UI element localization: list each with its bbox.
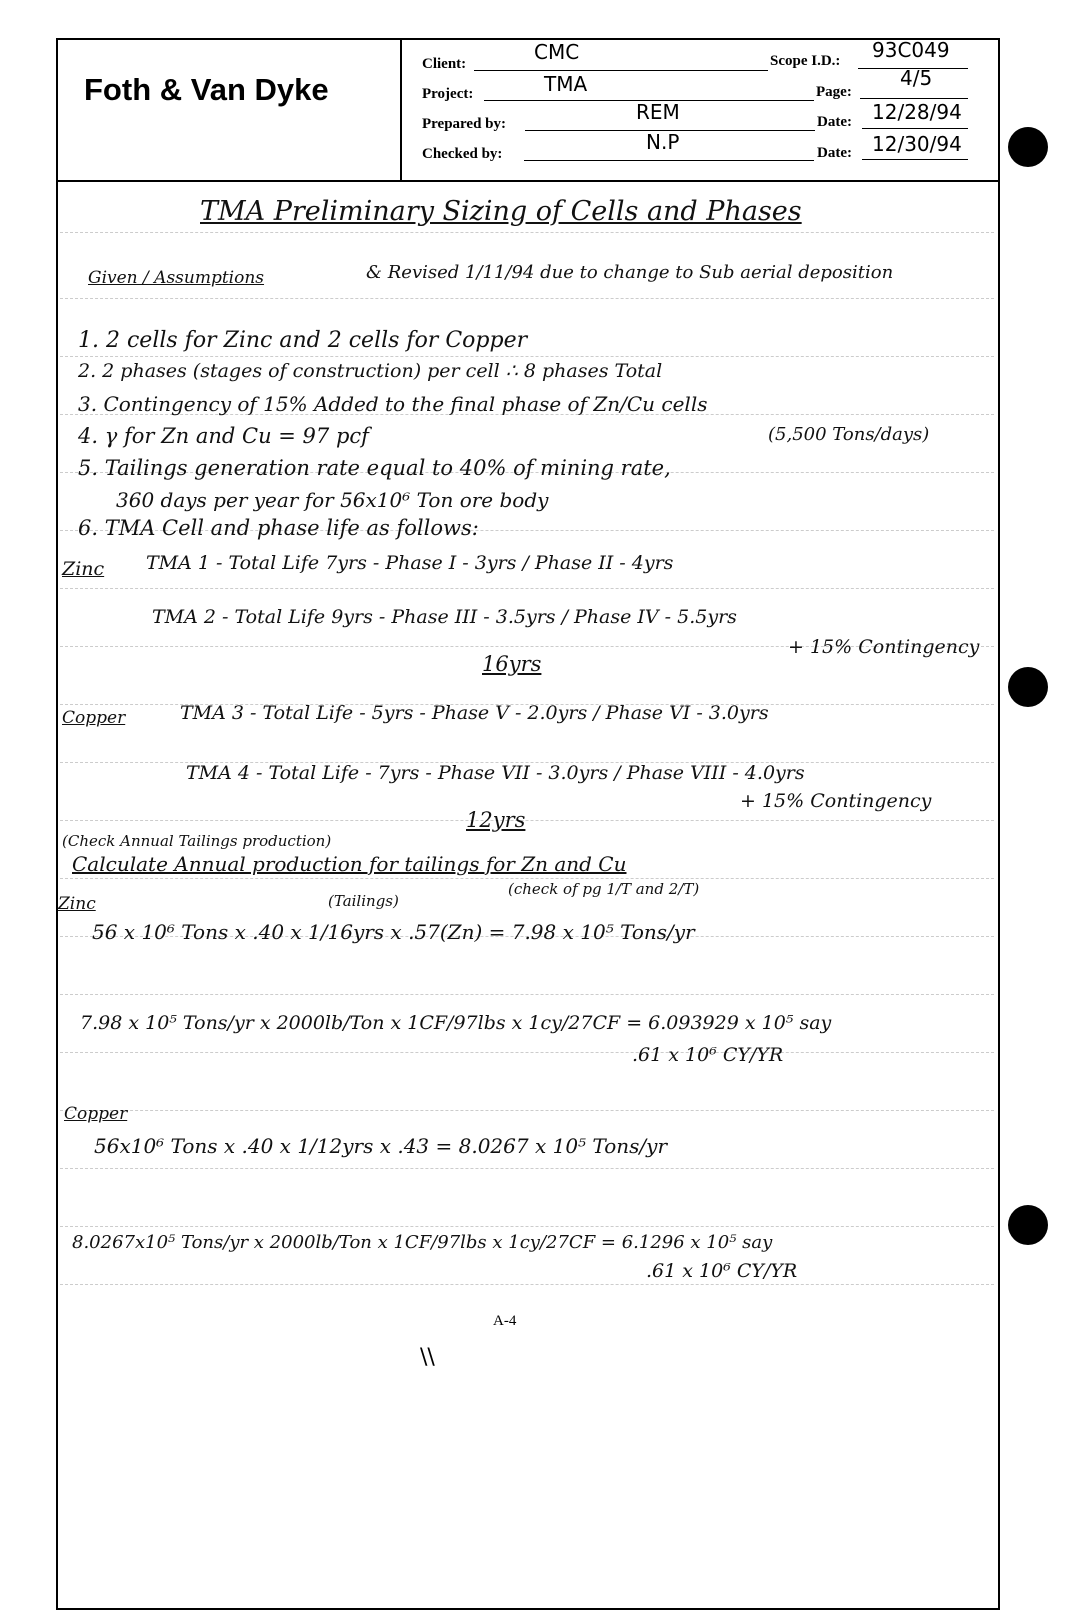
date2-label: Date:: [817, 145, 852, 161]
project-label: Project:: [422, 86, 474, 102]
calc-title: Calculate Annual production for tailings for Zn and Cu: [72, 852, 627, 876]
copper-equation-1: 56x10⁶ Tons x .40 x 1/12yrs x .43 = 8.0267 x 10⁵ Tons/yr: [94, 1134, 667, 1158]
zinc-total-years: 16yrs: [482, 652, 542, 676]
item-5-cont: 360 days per year for 56x10⁶ Ton ore body: [116, 488, 549, 512]
ruled-line: [60, 588, 994, 590]
item-4-note: (5,500 Tons/days): [768, 424, 930, 445]
tma3-line: TMA 3 - Total Life - 5yrs - Phase V - 2.0yrs / Phase VI - 3.0yrs: [180, 702, 769, 724]
page-label: Page:: [816, 84, 852, 100]
zinc-label: Zinc: [62, 558, 105, 580]
ruled-line: [60, 356, 994, 358]
client-label: Client:: [422, 56, 467, 72]
tailings-note: (Tailings): [328, 892, 399, 910]
page-number: A-4: [493, 1313, 517, 1329]
checked-underline: [524, 160, 814, 161]
ruled-line: [60, 1110, 994, 1112]
notes-title: TMA Preliminary Sizing of Cells and Phases: [200, 196, 802, 227]
tma1-line: TMA 1 - Total Life 7yrs - Phase I - 3yrs / Phase II - 4yrs: [146, 552, 674, 574]
title-block-divider: [400, 38, 402, 182]
date1-value: 12/28/94: [872, 100, 962, 124]
copper-equation-2: 8.0267x10⁵ Tons/yr x 2000lb/Ton x 1CF/97lbs x 1cy/27CF = 6.1296 x 10⁵ say: [72, 1232, 773, 1253]
given-assumptions: Given / Assumptions: [88, 268, 265, 288]
check-note: (Check Annual Tailings production): [62, 832, 332, 850]
item-4: 4. γ for Zn and Cu = 97 pcf: [78, 424, 369, 448]
punch-hole: [1008, 1205, 1048, 1245]
item-6: 6. TMA Cell and phase life as follows:: [78, 516, 479, 540]
project-value: TMA: [544, 72, 588, 96]
scope-value: 93C049: [872, 38, 950, 62]
zinc-calc-label: Zinc: [58, 894, 96, 914]
copper-calc-label: Copper: [64, 1104, 128, 1124]
page-value: 4/5: [900, 66, 933, 90]
ruled-line: [60, 1168, 994, 1170]
pen-mark: \\: [420, 1345, 435, 1370]
punch-hole: [1008, 667, 1048, 707]
prepared-by-label: Prepared by:: [422, 116, 507, 132]
ruled-line: [60, 298, 994, 300]
client-value: CMC: [534, 40, 580, 64]
copper-total-years: 12yrs: [466, 808, 526, 832]
tma4-line: TMA 4 - Total Life - 7yrs - Phase VII - 3.0yrs / Phase VIII - 4.0yrs: [186, 762, 805, 784]
ruled-line: [60, 1284, 994, 1286]
tma2-line: TMA 2 - Total Life 9yrs - Phase III - 3.5yrs / Phase IV - 5.5yrs: [152, 606, 737, 628]
date2-value: 12/30/94: [872, 132, 962, 156]
checked-by-label: Checked by:: [422, 146, 503, 162]
tma4-contingency: + 15% Contingency: [740, 790, 932, 812]
punch-hole: [1008, 127, 1048, 167]
date1-label: Date:: [817, 114, 852, 130]
client-underline: [474, 70, 768, 71]
date2-underline: [862, 159, 968, 160]
item-3: 3. Contingency of 15% Added to the final phase of Zn/Cu cells: [78, 392, 708, 416]
item-2: 2. 2 phases (stages of construction) per cell ∴ 8 phases Total: [78, 360, 663, 382]
copper-label: Copper: [62, 708, 126, 728]
zinc-result: .61 x 10⁶ CY/YR: [632, 1044, 784, 1066]
ruled-line: [60, 1052, 994, 1054]
ruled-line: [60, 1226, 994, 1228]
item-1: 1. 2 cells for Zinc and 2 cells for Copper: [78, 328, 528, 353]
ruled-line: [60, 994, 994, 996]
item-5: 5. Tailings generation rate equal to 40% of mining rate,: [78, 456, 671, 480]
check-reference: (check of pg 1/T and 2/T): [508, 880, 700, 898]
date1-underline: [862, 128, 968, 129]
zinc-equation-2: 7.98 x 10⁵ Tons/yr x 2000lb/Ton x 1CF/97lbs x 1cy/27CF = 6.093929 x 10⁵ say: [80, 1012, 832, 1034]
zinc-equation-1: 56 x 10⁶ Tons x .40 x 1/16yrs x .57(Zn) = 7.98 x 10⁵ Tons/yr: [92, 920, 695, 944]
scope-label: Scope I.D.:: [770, 53, 841, 69]
company-name: Foth & Van Dyke: [84, 72, 329, 107]
tma2-contingency: + 15% Contingency: [788, 636, 980, 658]
revised-note: & Revised 1/11/94 due to change to Sub aerial deposition: [366, 262, 894, 283]
ruled-line: [60, 820, 994, 822]
copper-result: .61 x 10⁶ CY/YR: [646, 1260, 798, 1282]
prepared-by-value: REM: [636, 100, 680, 124]
checked-by-value: N.P: [646, 130, 680, 154]
ruled-line: [60, 232, 994, 234]
page-underline: [860, 98, 968, 99]
